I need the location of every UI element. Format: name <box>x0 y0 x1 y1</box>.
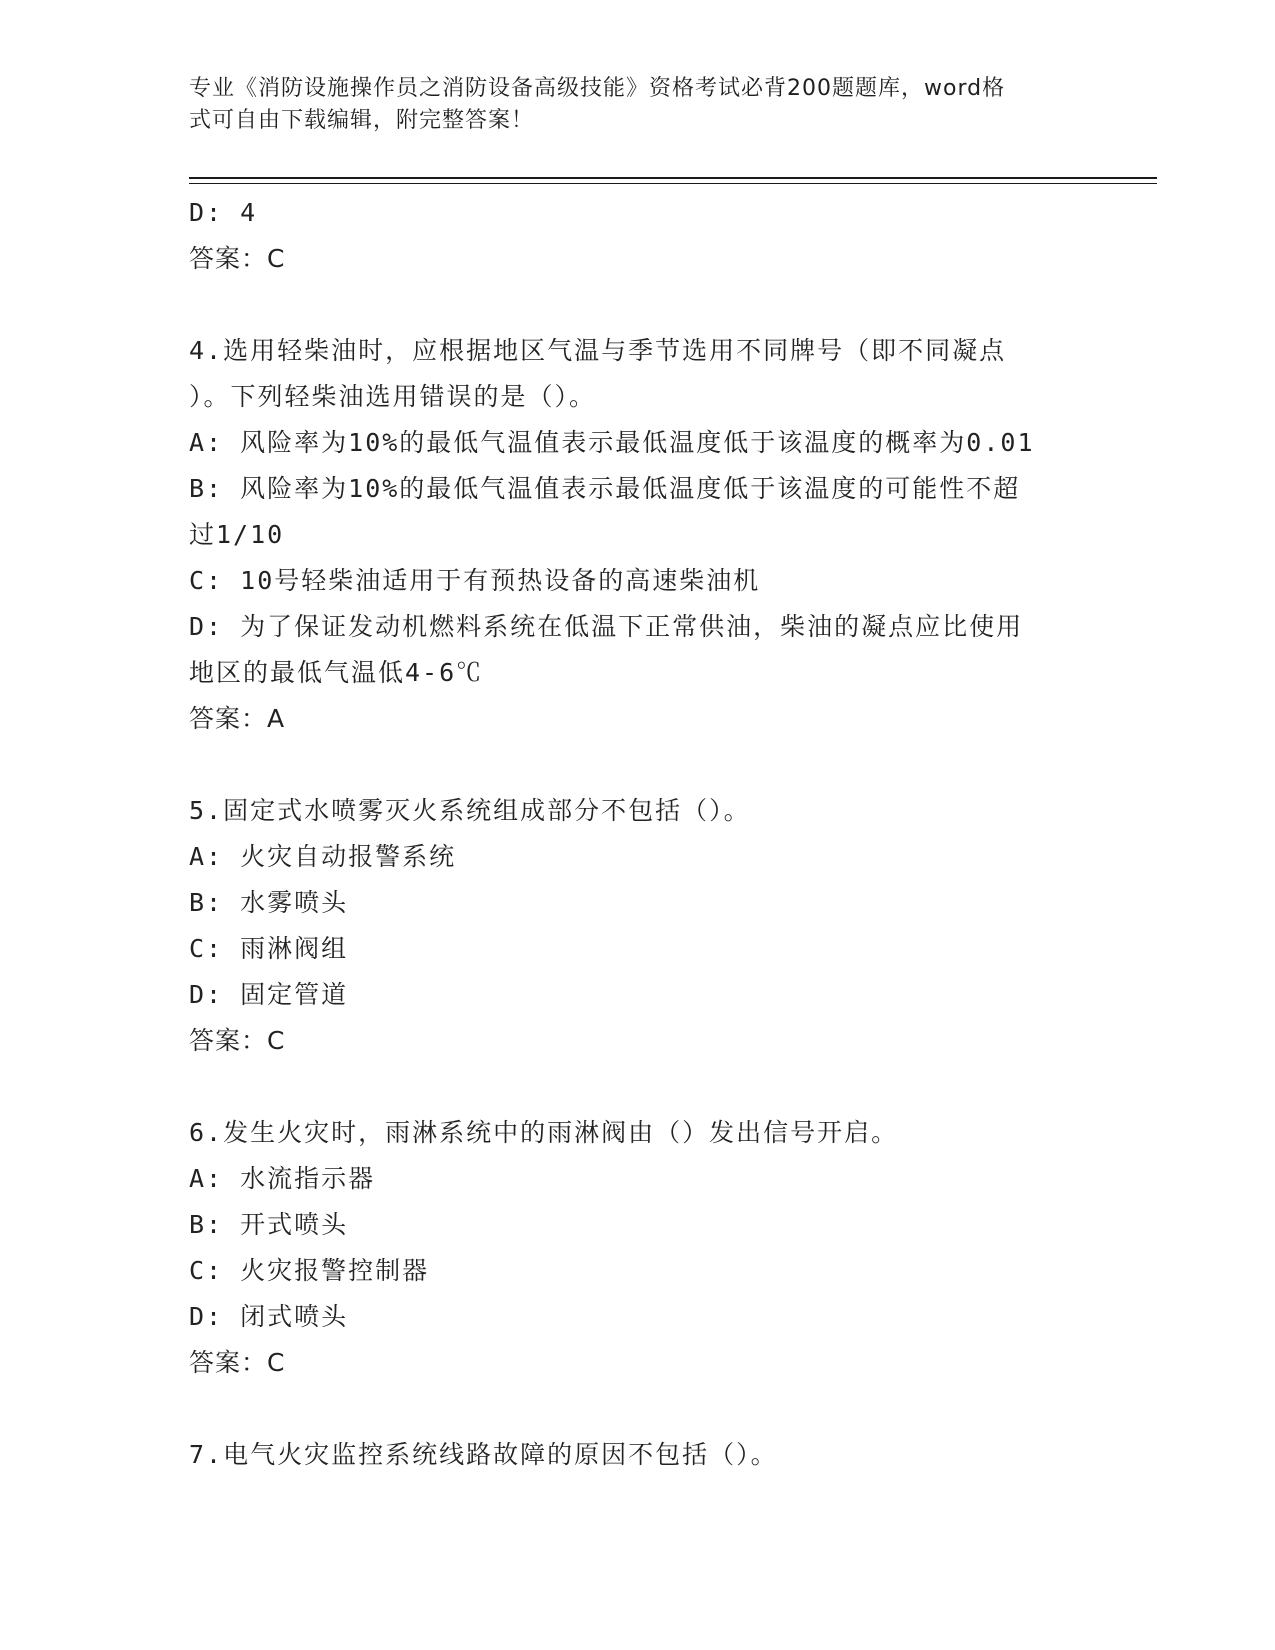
question-6 <box>189 1110 1089 1386</box>
option-d-cont: 地区的最低气温低4-6℃ <box>189 658 484 687</box>
header-line-2: 式可自由下载编辑，附完整答案！ <box>189 108 535 133</box>
question-stem: 7.电气火灾监控系统线路故障的原因不包括（）。 <box>189 1440 778 1469</box>
option-c: C: 雨淋阀组 <box>189 934 349 963</box>
answer: 答案：C <box>189 1026 286 1055</box>
answer: 答案：C <box>189 1348 286 1377</box>
question-4 <box>189 328 1089 742</box>
question-stem-cont: ）。下列轻柴油选用错误的是（）。 <box>189 382 597 411</box>
answer: 答案：A <box>189 704 286 733</box>
option-b: B: 水雾喷头 <box>189 888 349 917</box>
option-d: D: 固定管道 <box>189 980 349 1009</box>
question-stem: 5.固定式水喷雾灭火系统组成部分不包括（）。 <box>189 796 751 825</box>
option-c: C: 火灾报警控制器 <box>189 1256 430 1285</box>
option-b-cont: 过1/10 <box>189 520 285 549</box>
option-a: A: 风险率为10%的最低气温值表示最低温度低于该温度的概率为0.01 <box>189 428 1035 457</box>
answer: 答案：C <box>189 244 286 273</box>
option-b: B: 开式喷头 <box>189 1210 349 1239</box>
option-a: A: 水流指示器 <box>189 1164 376 1193</box>
option-a: A: 火灾自动报警系统 <box>189 842 457 871</box>
question-stem: 6.发生火灾时，雨淋系统中的雨淋阀由（）发出信号开启。 <box>189 1118 899 1147</box>
option-b: B: 风险率为10%的最低气温值表示最低温度低于该温度的可能性不超 <box>189 474 1021 503</box>
option-c: C: 10号轻柴油适用于有预热设备的高速柴油机 <box>189 566 761 595</box>
option-d: D: 为了保证发动机燃料系统在低温下正常供油，柴油的凝点应比使用 <box>189 612 1024 641</box>
question-5 <box>189 788 1089 1064</box>
option-d: D: 4 <box>189 198 258 227</box>
document-header <box>189 73 1069 137</box>
question-3-tail <box>189 190 1089 282</box>
spacer <box>189 742 1089 788</box>
question-stem: 4.选用轻柴油时，应根据地区气温与季节选用不同牌号（即不同凝点 <box>189 336 1007 365</box>
spacer <box>189 282 1089 328</box>
question-body <box>189 190 1089 1478</box>
header-rule-thin <box>189 183 1157 184</box>
option-d: D: 闭式喷头 <box>189 1302 349 1331</box>
question-7 <box>189 1432 1089 1478</box>
header-rule-thick <box>189 177 1157 179</box>
spacer <box>189 1064 1089 1110</box>
header-line-1: 专业《消防设施操作员之消防设备高级技能》资格考试必背200题题库，word格 <box>189 76 1006 101</box>
spacer <box>189 1386 1089 1432</box>
